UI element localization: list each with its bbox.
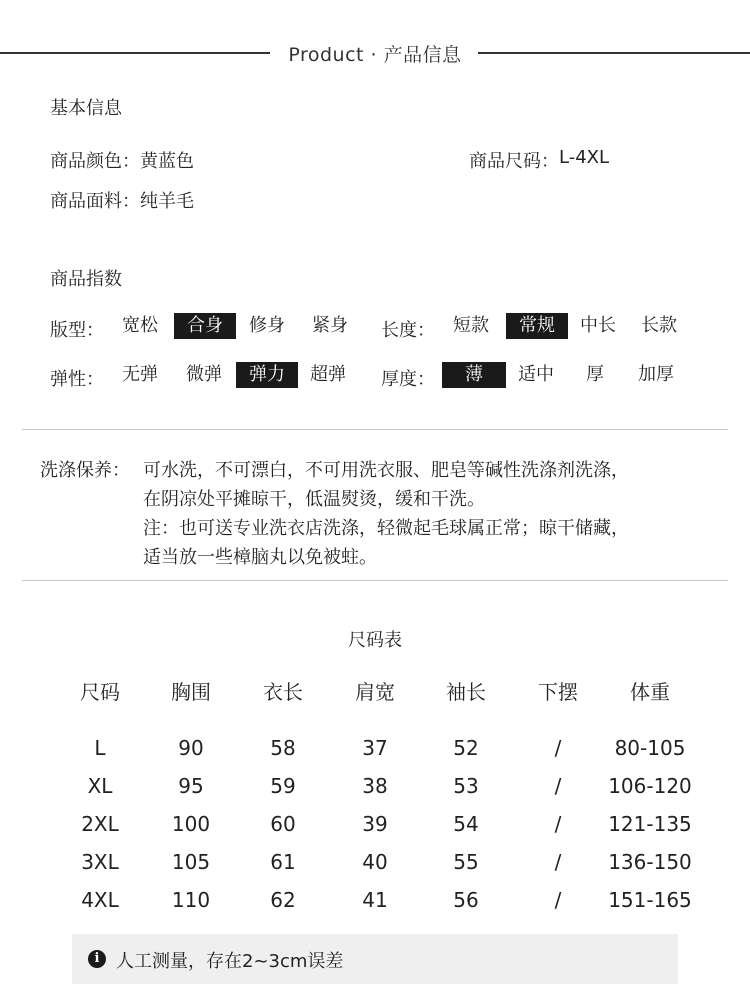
size-value: L-4XL	[559, 147, 610, 168]
size-cell: 59	[270, 774, 296, 798]
fit-option: 合身	[174, 313, 236, 339]
color-value: 黄蓝色	[140, 151, 194, 172]
size-cell: 106-120	[608, 774, 692, 798]
size-cell: /	[554, 812, 562, 836]
size-cell: 53	[453, 774, 479, 798]
size-cell: 54	[453, 812, 479, 836]
fit-label: 版型：	[50, 320, 104, 341]
size-cell: 100	[171, 812, 211, 836]
thickness-option: 适中	[518, 364, 554, 385]
size-cell: 41	[362, 888, 388, 912]
size-cell: 95	[178, 774, 204, 798]
size-cell: /	[554, 736, 562, 760]
size-cell: L	[94, 736, 106, 760]
size-col-header: 体重	[630, 680, 670, 704]
note-text: 人工测量，存在2~3cm误差	[116, 951, 344, 972]
fit-option: 修身	[249, 315, 285, 336]
thickness-option: 薄	[442, 362, 506, 388]
length-option: 常规	[506, 313, 568, 339]
divider-bottom	[22, 580, 728, 581]
info-icon: i	[88, 950, 106, 968]
size-cell: 110	[171, 888, 211, 912]
divider-top	[22, 429, 728, 430]
elasticity-option: 微弹	[186, 364, 222, 385]
elasticity-option: 无弹	[122, 364, 158, 385]
size-cell: 56	[453, 888, 479, 912]
index-heading: 商品指数	[50, 269, 122, 290]
elasticity-option: 超弹	[310, 364, 346, 385]
size-cell: 121-135	[608, 812, 692, 836]
size-cell: /	[554, 774, 562, 798]
size-cell: 37	[362, 736, 388, 760]
thickness-label: 厚度：	[381, 369, 435, 390]
measurement-note	[72, 934, 678, 984]
size-cell: 39	[362, 812, 388, 836]
size-label: 商品尺码：	[469, 151, 559, 172]
care-line: 注：也可送专业洗衣店洗涤，轻微起毛球属正常；晾干储藏，	[143, 518, 629, 539]
fabric-value: 纯羊毛	[140, 191, 194, 212]
size-cell: 80-105	[614, 736, 686, 760]
fabric-label: 商品面料：	[50, 191, 140, 212]
size-cell: 105	[171, 850, 211, 874]
length-label: 长度：	[381, 320, 435, 341]
size-cell: 52	[453, 736, 479, 760]
size-col-header: 下摆	[538, 680, 578, 704]
care-line: 在阴凉处平摊晾干，低温熨烫，缓和干洗。	[143, 489, 485, 510]
length-option: 短款	[453, 315, 489, 336]
size-cell: /	[554, 888, 562, 912]
size-chart-title: 尺码表	[348, 630, 402, 651]
size-cell: 2XL	[81, 812, 119, 836]
size-cell: 62	[270, 888, 296, 912]
length-option: 长款	[641, 315, 677, 336]
size-cell: 4XL	[81, 888, 119, 912]
elasticity-option: 弹力	[236, 362, 298, 388]
page-title: Product · 产品信息	[0, 40, 750, 67]
size-cell: 61	[270, 850, 296, 874]
thickness-option: 加厚	[638, 364, 674, 385]
size-col-header: 衣长	[263, 680, 303, 704]
fit-option: 紧身	[312, 315, 348, 336]
basic-info-heading: 基本信息	[50, 98, 122, 119]
elasticity-label: 弹性：	[50, 369, 104, 390]
thickness-option: 厚	[586, 364, 604, 385]
size-cell: 60	[270, 812, 296, 836]
care-label: 洗涤保养：	[40, 460, 130, 481]
size-cell: 40	[362, 850, 388, 874]
size-cell: 151-165	[608, 888, 692, 912]
care-line: 适当放一些樟脑丸以免被蛀。	[143, 547, 377, 568]
size-col-header: 袖长	[446, 680, 486, 704]
size-cell: /	[554, 850, 562, 874]
size-cell: 58	[270, 736, 296, 760]
size-cell: 55	[453, 850, 479, 874]
size-col-header: 尺码	[80, 680, 120, 704]
color-label: 商品颜色：	[50, 151, 140, 172]
size-cell: XL	[87, 774, 113, 798]
size-cell: 38	[362, 774, 388, 798]
size-col-header: 胸围	[171, 680, 211, 704]
size-col-header: 肩宽	[355, 680, 395, 704]
fit-option: 宽松	[122, 315, 158, 336]
care-line: 可水洗，不可漂白，不可用洗衣服、肥皂等碱性洗涤剂洗涤，	[143, 460, 629, 481]
length-option: 中长	[580, 315, 616, 336]
size-cell: 3XL	[81, 850, 119, 874]
size-cell: 136-150	[608, 850, 692, 874]
size-cell: 90	[178, 736, 204, 760]
